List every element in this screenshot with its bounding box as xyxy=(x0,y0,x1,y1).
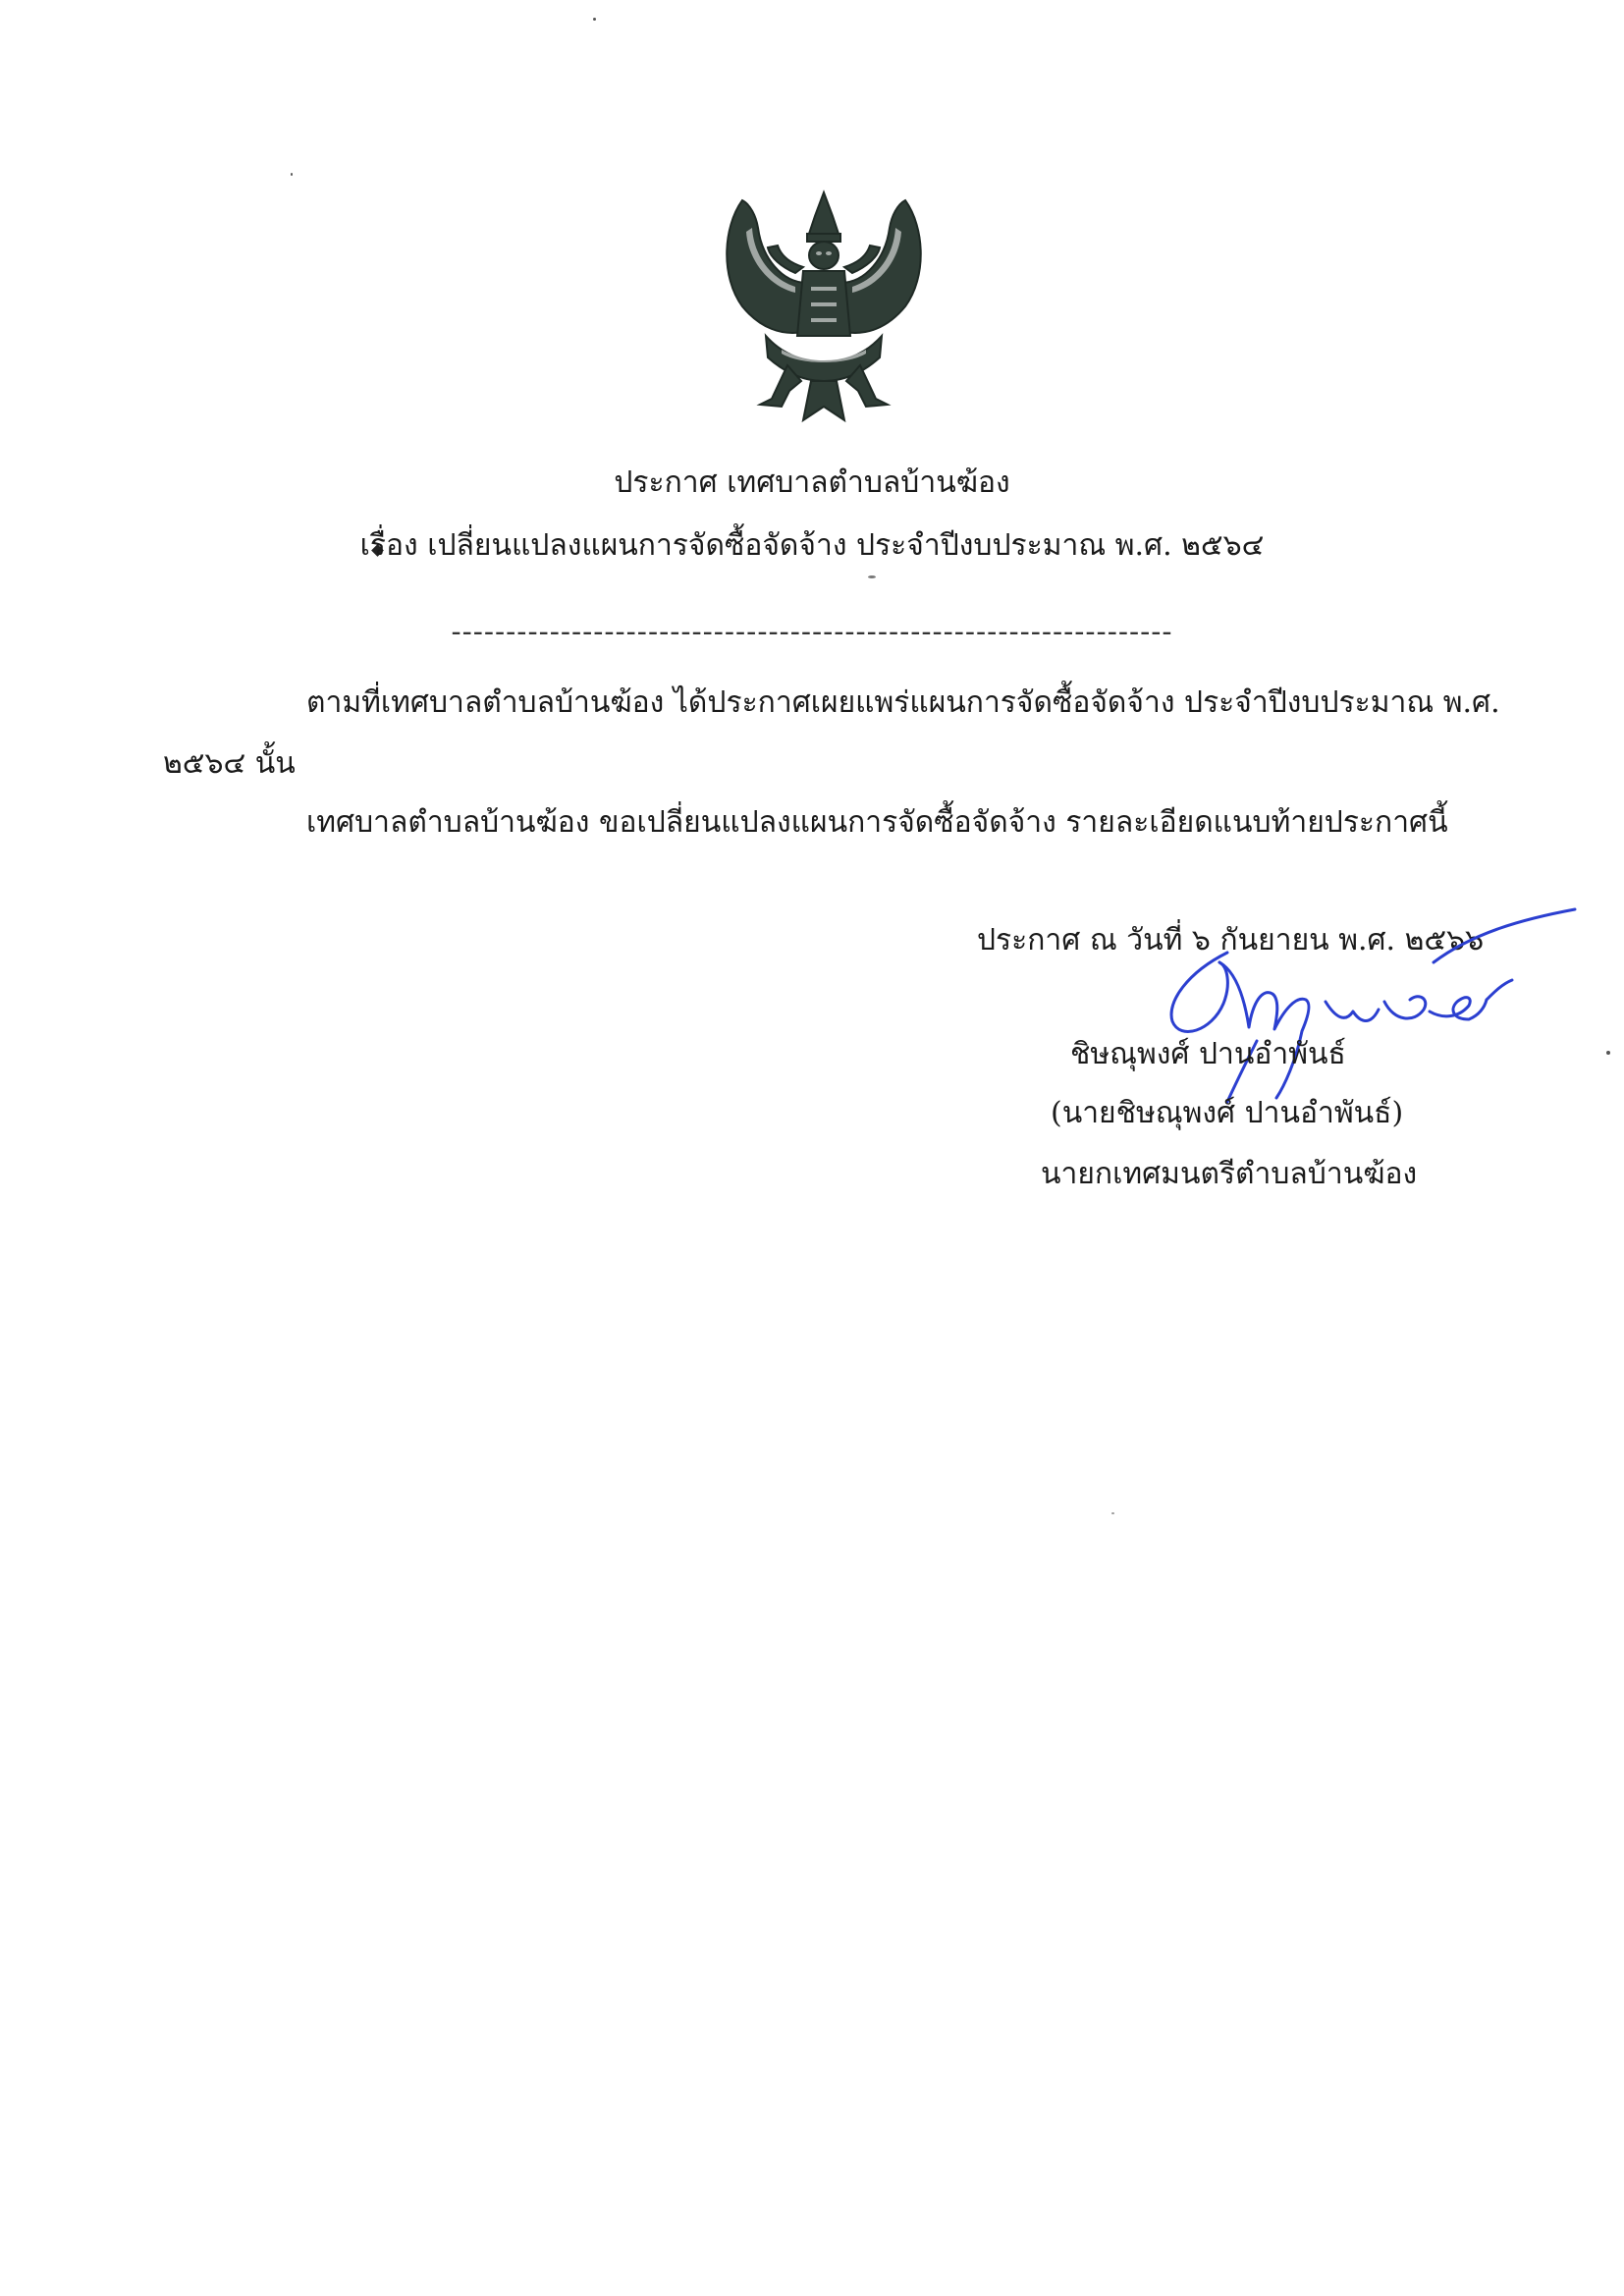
signer-position: นายกเทศมนตรีตำบลบ้านฆ้อง xyxy=(1041,1157,1418,1191)
body-paragraph-1-line-2: ๒๕๖๔ นั้น xyxy=(163,746,296,781)
signer-full-name: (นายชิษณุพงศ์ ปานอำพันธ์) xyxy=(1051,1096,1404,1130)
scan-speck xyxy=(1606,1051,1610,1055)
scan-speck xyxy=(868,575,876,578)
signer-name: ชิษณุพงศ์ ปานอำพันธ์ xyxy=(1070,1037,1346,1071)
scan-speck xyxy=(291,173,293,176)
garuda-emblem-icon xyxy=(713,189,935,424)
body-paragraph-2: เทศบาลตำบลบ้านฆ้อง ขอเปลี่ยนแปลงแผนการจัดซื้อจัดจ้าง รายละเอียดแนบท้ายประกาศนี้ xyxy=(306,805,1448,840)
announcement-title: ประกาศ เทศบาลตำบลบ้านฆ้อง xyxy=(614,465,1010,500)
body-paragraph-1-line-1: ตามที่เทศบาลตำบลบ้านฆ้อง ได้ประกาศเผยแพร่แผนการจัดซื้อจัดจ้าง ประจำปีงบประมาณ พ.ศ. xyxy=(306,685,1500,720)
scan-speck xyxy=(593,18,596,21)
announcement-subject: เรื่อง เปลี่ยนแปลงแผนการจัดซื้อจัดจ้าง ประจำปีงบประมาณ พ.ศ. ๒๕๖๔ xyxy=(359,528,1265,563)
announcement-date: ประกาศ ณ วันที่ ๖ กันยายน พ.ศ. ๒๕๖๖ xyxy=(977,923,1485,957)
section-divider: ------------------------------------------------------------------ xyxy=(451,615,1173,649)
scan-speck xyxy=(1111,1512,1114,1514)
